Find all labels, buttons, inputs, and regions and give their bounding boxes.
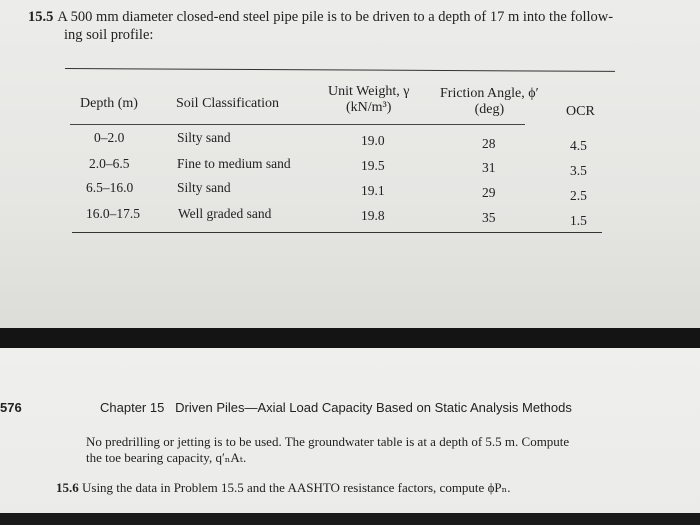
cell-ocr: 3.5 <box>570 163 587 178</box>
problem-15-5-continuation <box>86 434 569 466</box>
cell-depth: 0–2.0 <box>94 130 125 145</box>
cell-phi: 35 <box>482 210 496 225</box>
header-unit-weight-line2: (kN/m³) <box>346 100 392 115</box>
cell-soil: Silty sand <box>177 180 231 195</box>
problem-15-6-statement <box>56 480 511 496</box>
problem-15-6-text: Using the data in Problem 15.5 and the AASHTO resistance factors, compute ϕPₙ. <box>82 480 511 495</box>
cell-ocr: 1.5 <box>570 213 587 228</box>
book-page-lower <box>0 348 700 513</box>
problem-15-5-statement <box>28 8 638 44</box>
header-friction-line2: (deg) <box>474 102 505 117</box>
cell-depth: 2.0–6.5 <box>89 156 130 171</box>
cell-gamma: 19.8 <box>361 208 385 223</box>
problem-number: 15.5 <box>28 9 54 25</box>
header-friction-line1: Friction Angle, ϕ′ <box>440 86 539 101</box>
problem-text-line1: A 500 mm diameter closed-end steel pipe pile is to be driven to a depth of 17 m into the follow- <box>57 9 614 25</box>
problem-number: 15.6 <box>56 480 79 495</box>
header-ocr: OCR <box>566 104 595 119</box>
cell-soil: Silty sand <box>177 130 231 145</box>
table-bottom-rule <box>72 232 602 233</box>
cell-phi: 31 <box>482 160 496 175</box>
cell-gamma: 19.5 <box>361 158 385 173</box>
header-unit-weight-line1: Unit Weight, γ <box>328 84 410 99</box>
header-friction-angle <box>440 86 539 118</box>
continuation-line2: the toe bearing capacity, q′ₙAₜ. <box>86 450 247 465</box>
cell-phi: 29 <box>482 185 496 200</box>
page-number: 576 <box>0 400 22 415</box>
cell-ocr: 4.5 <box>570 138 587 153</box>
problem-text-line2: ing soil profile: <box>64 27 154 43</box>
bottom-edge <box>0 513 700 525</box>
header-soil-classification: Soil Classification <box>176 96 280 111</box>
table-header-rule <box>70 124 525 125</box>
cell-depth: 6.5–16.0 <box>86 180 134 195</box>
chapter-running-head: Chapter 15 Driven Piles—Axial Load Capacity Based on Static Analysis Methods <box>100 400 572 415</box>
continuation-line1: No predrilling or jetting is to be used. The groundwater table is at a depth of 5.5 m. Compute <box>86 434 570 449</box>
table-top-rule <box>65 68 615 72</box>
cell-ocr: 2.5 <box>570 188 587 203</box>
cell-soil: Fine to medium sand <box>177 156 291 171</box>
header-depth: Depth (m) <box>80 96 138 111</box>
page-gap <box>0 328 700 348</box>
cell-gamma: 19.0 <box>361 133 385 148</box>
cell-soil: Well graded sand <box>178 206 272 221</box>
cell-depth: 16.0–17.5 <box>86 206 140 221</box>
cell-phi: 28 <box>482 136 496 151</box>
cell-gamma: 19.1 <box>361 183 385 198</box>
header-unit-weight <box>328 84 409 116</box>
